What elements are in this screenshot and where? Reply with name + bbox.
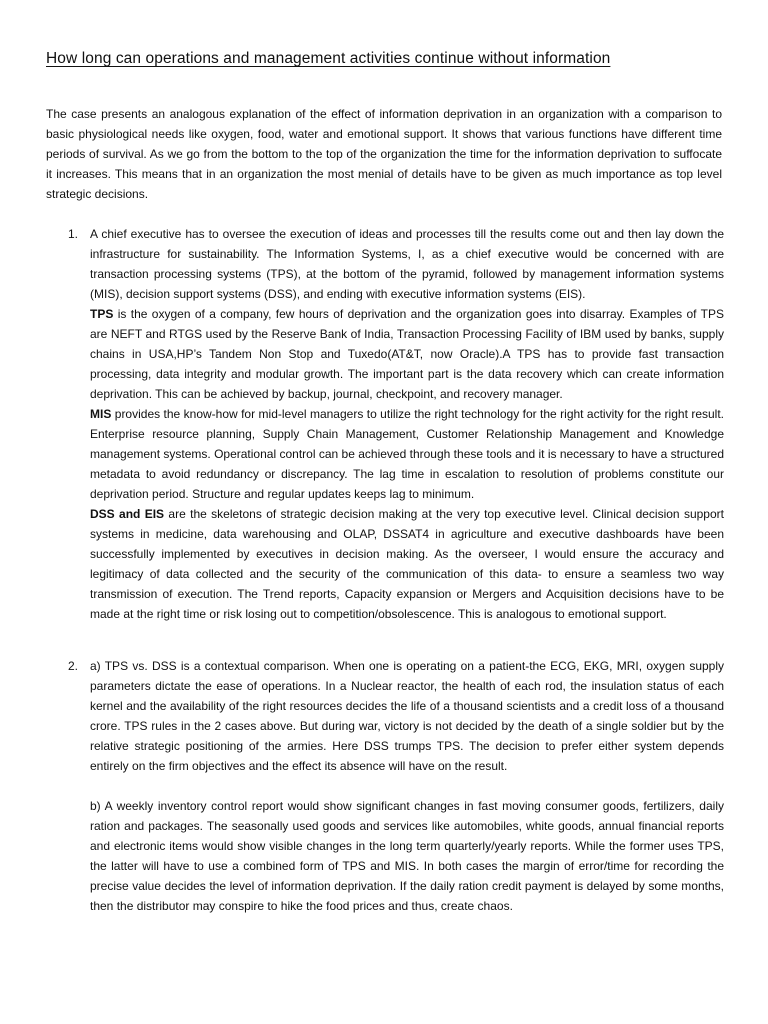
tps-paragraph: [90, 304, 724, 404]
mis-label: MIS: [90, 407, 112, 421]
list-item-body: [90, 656, 724, 916]
list-item-1: [68, 224, 724, 624]
item1-paragraph: A chief executive has to oversee the execution of ideas and processes till the results come out and then lay down the infrastructure for sustainability. The Information Systems, I, as a chief executive would be concerned with are transaction processing systems (TPS), at the bottom of the pyramid, followed by management information systems (MIS), decision support systems (DSS), and ending with executive information systems (EIS).: [90, 227, 724, 301]
mis-text: provides the know-how for mid-level managers to utilize the right technology for the right activity for the right result. Enterprise resource planning, Supply Chain Management, Customer Relationship Management and Knowledge management systems. Operational control can be achieved through these tools and it is necessary to have a structured metadata to avoid redundancy or discrepancy. The lag time in escalation to resolution of problems constitute our deprivation period. Structure and regular updates keeps lag to minimum.: [90, 407, 724, 501]
page-title: How long can operations and management activities continue without information: [46, 50, 611, 67]
list-number: 2.: [68, 659, 79, 673]
tps-text: is the oxygen of a company, few hours of deprivation and the organization goes into disarray. Examples of TPS are NEFT and RTGS used by the Reserve Bank of India, Transaction Processing Facility of IBM used by banks, supply chains in USA,HP’s Tandem Non Stop and Tuxedo(AT&T, now Oracle).A TPS has to provide fast transaction processing, data integrity and modular growth. The important part is the data recovery which can create information deprivation. This can be achieved by backup, journal, checkpoint, and recovery manager.: [90, 307, 724, 401]
dss-label: DSS and EIS: [90, 507, 165, 521]
list-item-2: [68, 656, 724, 916]
tps-label: TPS: [90, 307, 114, 321]
dss-paragraph: [90, 504, 724, 624]
dss-text: are the skeletons of strategic decision making at the very top executive level. Clinical decision support systems in medicine, data warehousing and OLAP, DSSAT4 in agriculture and executive dashboards have been successfully implemented by executives in decision making. As the overseer, I would ensure the accuracy and legitimacy of data collected and the security of the communication of this data- to ensure a seamless two way transmission of execution. The Trend reports, Capacity expansion or Mergers and Acquisition decisions have to be made at the right time or risk losing out to competition/obsolescence. This is analogous to emotional support.: [90, 507, 724, 621]
mis-paragraph: [90, 404, 724, 504]
list-item-body: [90, 224, 724, 624]
item2-paragraph-a: a) TPS vs. DSS is a contextual comparison. When one is operating on a patient-the ECG, EKG, MRI, oxygen supply parameters dictate the ease of operations. In a Nuclear reactor, the health of each rod, the insulation status of each kernel and the availability of the right resources decides the life of a thousand scientists and a credit loss of a thousand crore. TPS rules in the 2 cases above. But during war, victory is not decided by the death of a single soldier but by the relative strategic positioning of the armies. Here DSS trumps TPS. The decision to prefer either system depends entirely on the firm objectives and the effect its absence will have on the result.: [90, 659, 724, 773]
intro-paragraph: The case presents an analogous explanation of the effect of information deprivation in an organization with a comparison to basic physiological needs like oxygen, food, water and emotional support. It shows that various functions have different time periods of survival. As we go from the bottom to the top of the organization the time for the information deprivation to suffocate it increases. This means that in an organization the most menial of details have to be given as much importance as top level strategic decisions.: [46, 107, 722, 201]
list-number: 1.: [68, 227, 79, 241]
item2-paragraph-b: b) A weekly inventory control report would show significant changes in fast moving consumer goods, fertilizers, daily ration and packages. The seasonally used goods and services like automobiles, white goods, annual financial reports and electronic items would show visible changes in the long term quarterly/yearly reports. While the former uses TPS, the latter will have to use a combined form of TPS and MIS. In both cases the margin of error/time for recording the precise value decides the level of information deprivation. If the daily ration credit payment is delayed by some months, then the distributor may conspire to hike the food prices and thus, create chaos.: [90, 799, 724, 913]
